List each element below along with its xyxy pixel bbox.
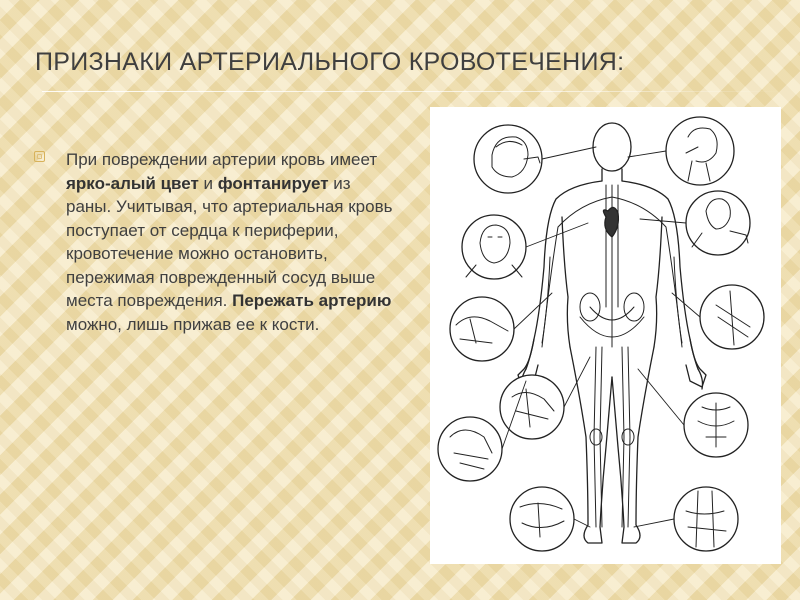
forearm-pressure-circle — [500, 375, 564, 439]
body-diagram-svg — [430, 107, 781, 564]
text-part-bold: Пережать артерию — [232, 291, 392, 310]
text-part: из раны. Учитывая, что артериальная кровь поступает от сердца к периферии, кровотечение можно остановить, пережимая поврежденный сосуд выше места повреждения. — [66, 173, 393, 310]
bullet-paragraph — [66, 148, 394, 336]
arterial-pressure-points-illustration — [430, 107, 781, 564]
bullet-square-icon — [34, 151, 45, 162]
text-part: можно, лишь прижав ее к кости. — [66, 314, 320, 334]
text-part: При повреждении артерии кровь имеет — [66, 150, 378, 169]
bullet-list — [34, 148, 394, 336]
title-underline — [42, 91, 784, 92]
temple-pressure-circle — [474, 125, 542, 193]
text-part: и — [198, 173, 218, 193]
hand-pressure-circle — [438, 417, 502, 481]
foot-pressure-circle — [510, 487, 574, 551]
neck-pressure-circle — [666, 117, 734, 185]
subclavian-pressure-circle — [686, 191, 750, 255]
slide-title: ПРИЗНАКИ АРТЕРИАЛЬНОГО КРОВОТЕЧЕНИЯ: — [35, 48, 625, 76]
thigh-pressure-circle — [674, 487, 738, 551]
text-part-bold: фонтанирует — [217, 173, 329, 193]
text-part-bold: ярко-алый цвет — [66, 173, 199, 193]
